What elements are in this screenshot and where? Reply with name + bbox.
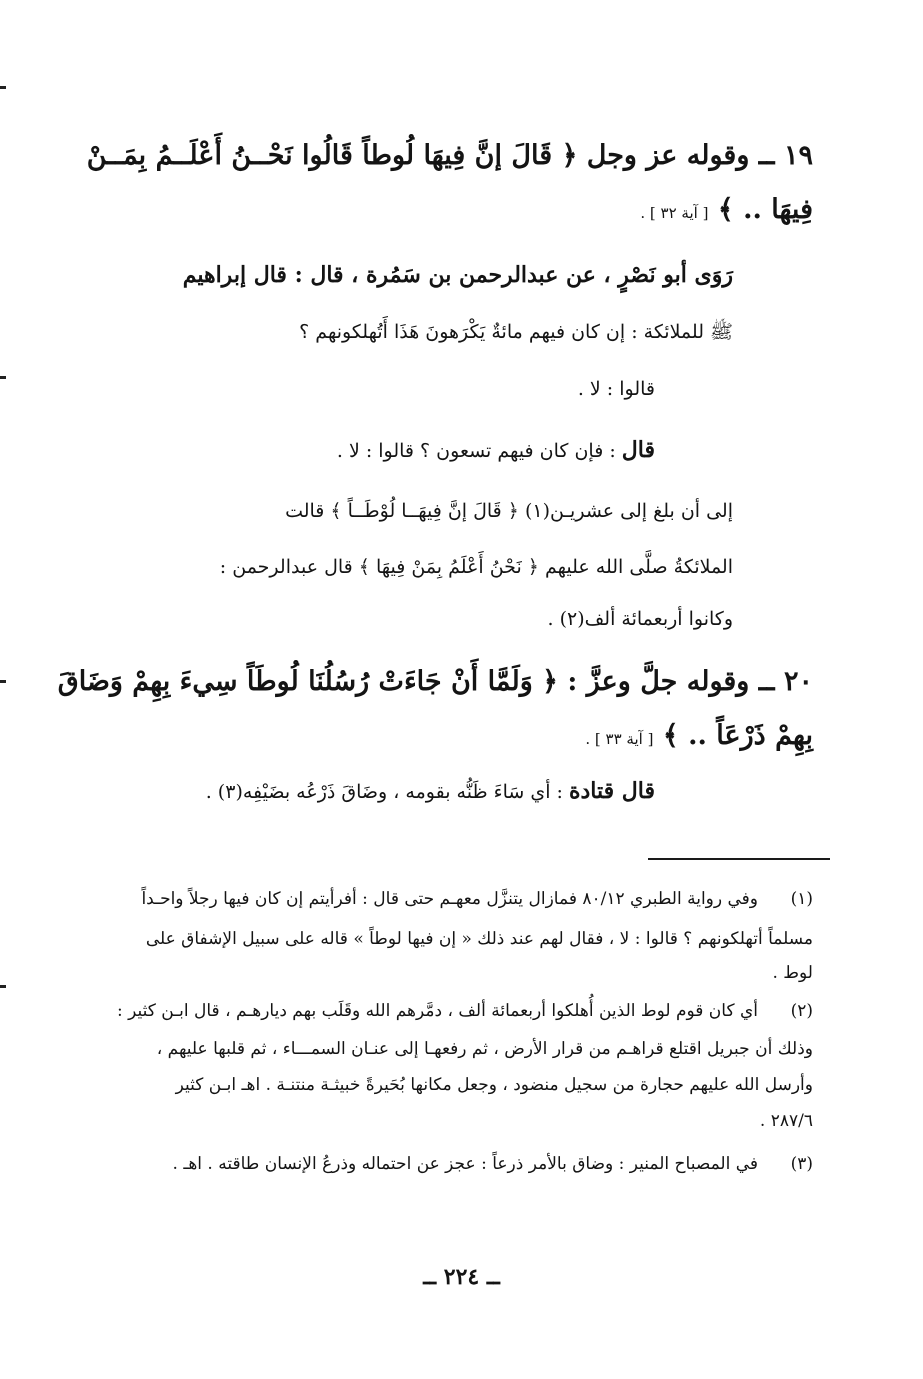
he-said-text: : فإن كان فيهم تسعون ؟ قالوا : لا . <box>336 440 622 462</box>
section-20-verse-ref: [ آية ٣٣ ] . <box>585 730 654 748</box>
footnote-1-text-2: مسلماً أتهلكونهم ؟ قالوا : لا ، فقال لهم عند ذلك « إن فيها لوطاً » قاله على سبيل الإشفاق على <box>145 929 813 949</box>
footnote-2-text-3: وأرسل الله عليهم حجارة من سجيل منضود ، وجعل مكانها بُحَيرةً خبيثـة منتنـة . اهـ ابـن كثير <box>175 1075 813 1095</box>
footnote-2-text-4: ٢٨٧/٦ . <box>759 1111 813 1131</box>
footnote-2-line-2 <box>157 1039 813 1059</box>
section-20-line-1: ٢٠ ــ وقوله جلَّ وعزَّ : ﴿ وَلَمَّا أَنْ جَاءَتْ رُسُلُنَا لُوطَاً سِيءَ بِهِمْ وَضَاقَ <box>57 666 813 697</box>
footnote-1-text-3: لوط . <box>772 963 813 983</box>
footnote-2-line-3 <box>176 1075 813 1095</box>
section-19-line-2-wrap <box>640 194 813 225</box>
footnote-divider <box>648 858 830 860</box>
narration-text-1: رَوَى أبو نَصْرٍ ، عن عبدالرحمن بن سَمُرة ، قال : قال إبراهيم <box>182 262 733 288</box>
paragraph-narration-line-2 <box>299 320 733 348</box>
footnote-2-text-2: وذلك أن جبريل اقتلع قراهـم من قرار الأرض ، ثم رفعهـا إلى عنـان السمـــاء ، ثم قلبها عليهم ، <box>156 1039 813 1059</box>
footnote-2-line-1 <box>117 1001 758 1021</box>
scan-edge-mark <box>0 376 6 379</box>
section-19-verse-ref: [ آية ٣٢ ] . <box>640 204 709 222</box>
footnote-1-line-2 <box>146 929 813 949</box>
section-19-heading <box>53 140 813 171</box>
footnote-2-text-1: أي كان قوم لوط الذين أُهلكوا أربعمائة ألف ، دمَّرهم الله وقَلَب بهم ديارهـم ، قال ابـن كثير : <box>116 1001 758 1021</box>
footnote-2-number: (٢) <box>790 1001 813 1021</box>
footnote-1-line-1 <box>141 889 758 909</box>
speaker-label: قال <box>621 437 655 463</box>
footnote-3-line-1 <box>173 1154 758 1174</box>
they-said-text: قالوا : لا . <box>577 378 655 400</box>
section-19-line-2: فِيهَا .. ﴾ <box>717 194 813 225</box>
until-twenty-text-2: الملائكةُ صلَّى الله عليهم ﴿ نَحْنُ أَعْلَمُ بِمَنْ فِيهَا ﴾ قال عبدالرحمن : <box>219 556 733 578</box>
qatada-speaker-label: قال قتادة <box>568 778 655 804</box>
paragraph-they-said <box>578 378 655 400</box>
footnote-3-text-1: في المصباح المنير : وضاق بالأمر ذرعاً : عجز عن احتماله وذرعُ الإنسان طاقته . اهـ . <box>172 1154 758 1174</box>
section-20-line-2: بِهِمْ ذَرْعَاً .. ﴾ <box>662 720 813 751</box>
paragraph-qatada <box>206 778 655 804</box>
page-number: ــ ٢٢٤ ــ <box>423 1264 500 1290</box>
footnote-1-line-3 <box>773 963 814 983</box>
footnote-3-number: (٣) <box>790 1154 813 1174</box>
paragraph-until-twenty-line-1 <box>285 500 733 522</box>
section-20-heading <box>53 666 813 697</box>
paragraph-narration-line-1 <box>183 262 733 288</box>
section-20-line-2-wrap <box>585 720 813 751</box>
qatada-text: : أي سَاءَ ظَنُّه بقومه ، وضَاقَ ذَرْعُه بضَيْفِه(٣) . <box>205 781 569 803</box>
section-19-line-1: ١٩ ــ وقوله عز وجل ﴿ قَالَ إنَّ فِيهَا لُوطاً قَالُوا نَحْــنُ أَعْلَــمُ بِمَــنْ <box>86 140 813 171</box>
scan-edge-mark <box>0 985 6 988</box>
until-twenty-text-3: وكانوا أربعمائة ألف(٢) . <box>547 608 733 630</box>
paragraph-he-said <box>337 437 655 463</box>
scan-edge-mark <box>0 86 6 89</box>
scan-edge-mark <box>0 680 6 683</box>
footnote-1-number: (١) <box>790 889 813 909</box>
narration-text-2: ﷺ للملائكة : إن كان فيهم مائةٌ يَكْرَهونَ هَذَا أَتُهلكونهم ؟ <box>299 321 733 343</box>
footnote-2-line-4 <box>760 1111 813 1131</box>
paragraph-until-twenty-line-2 <box>220 556 733 578</box>
paragraph-until-twenty-line-3 <box>548 608 734 630</box>
until-twenty-text-1: إلى أن بلغ إلى عشريـن(١) ﴿ قَالَ إنَّ فِيهَــا لُوْطَــاً ﴾ قالت <box>285 500 733 522</box>
footnote-1-text-1: وفي رواية الطبري ٨٠/١٢ فمازال يتنزَّل معهـم حتى قال : أفرأيتم إن كان فيها رجلاً واحـداً <box>141 889 758 909</box>
